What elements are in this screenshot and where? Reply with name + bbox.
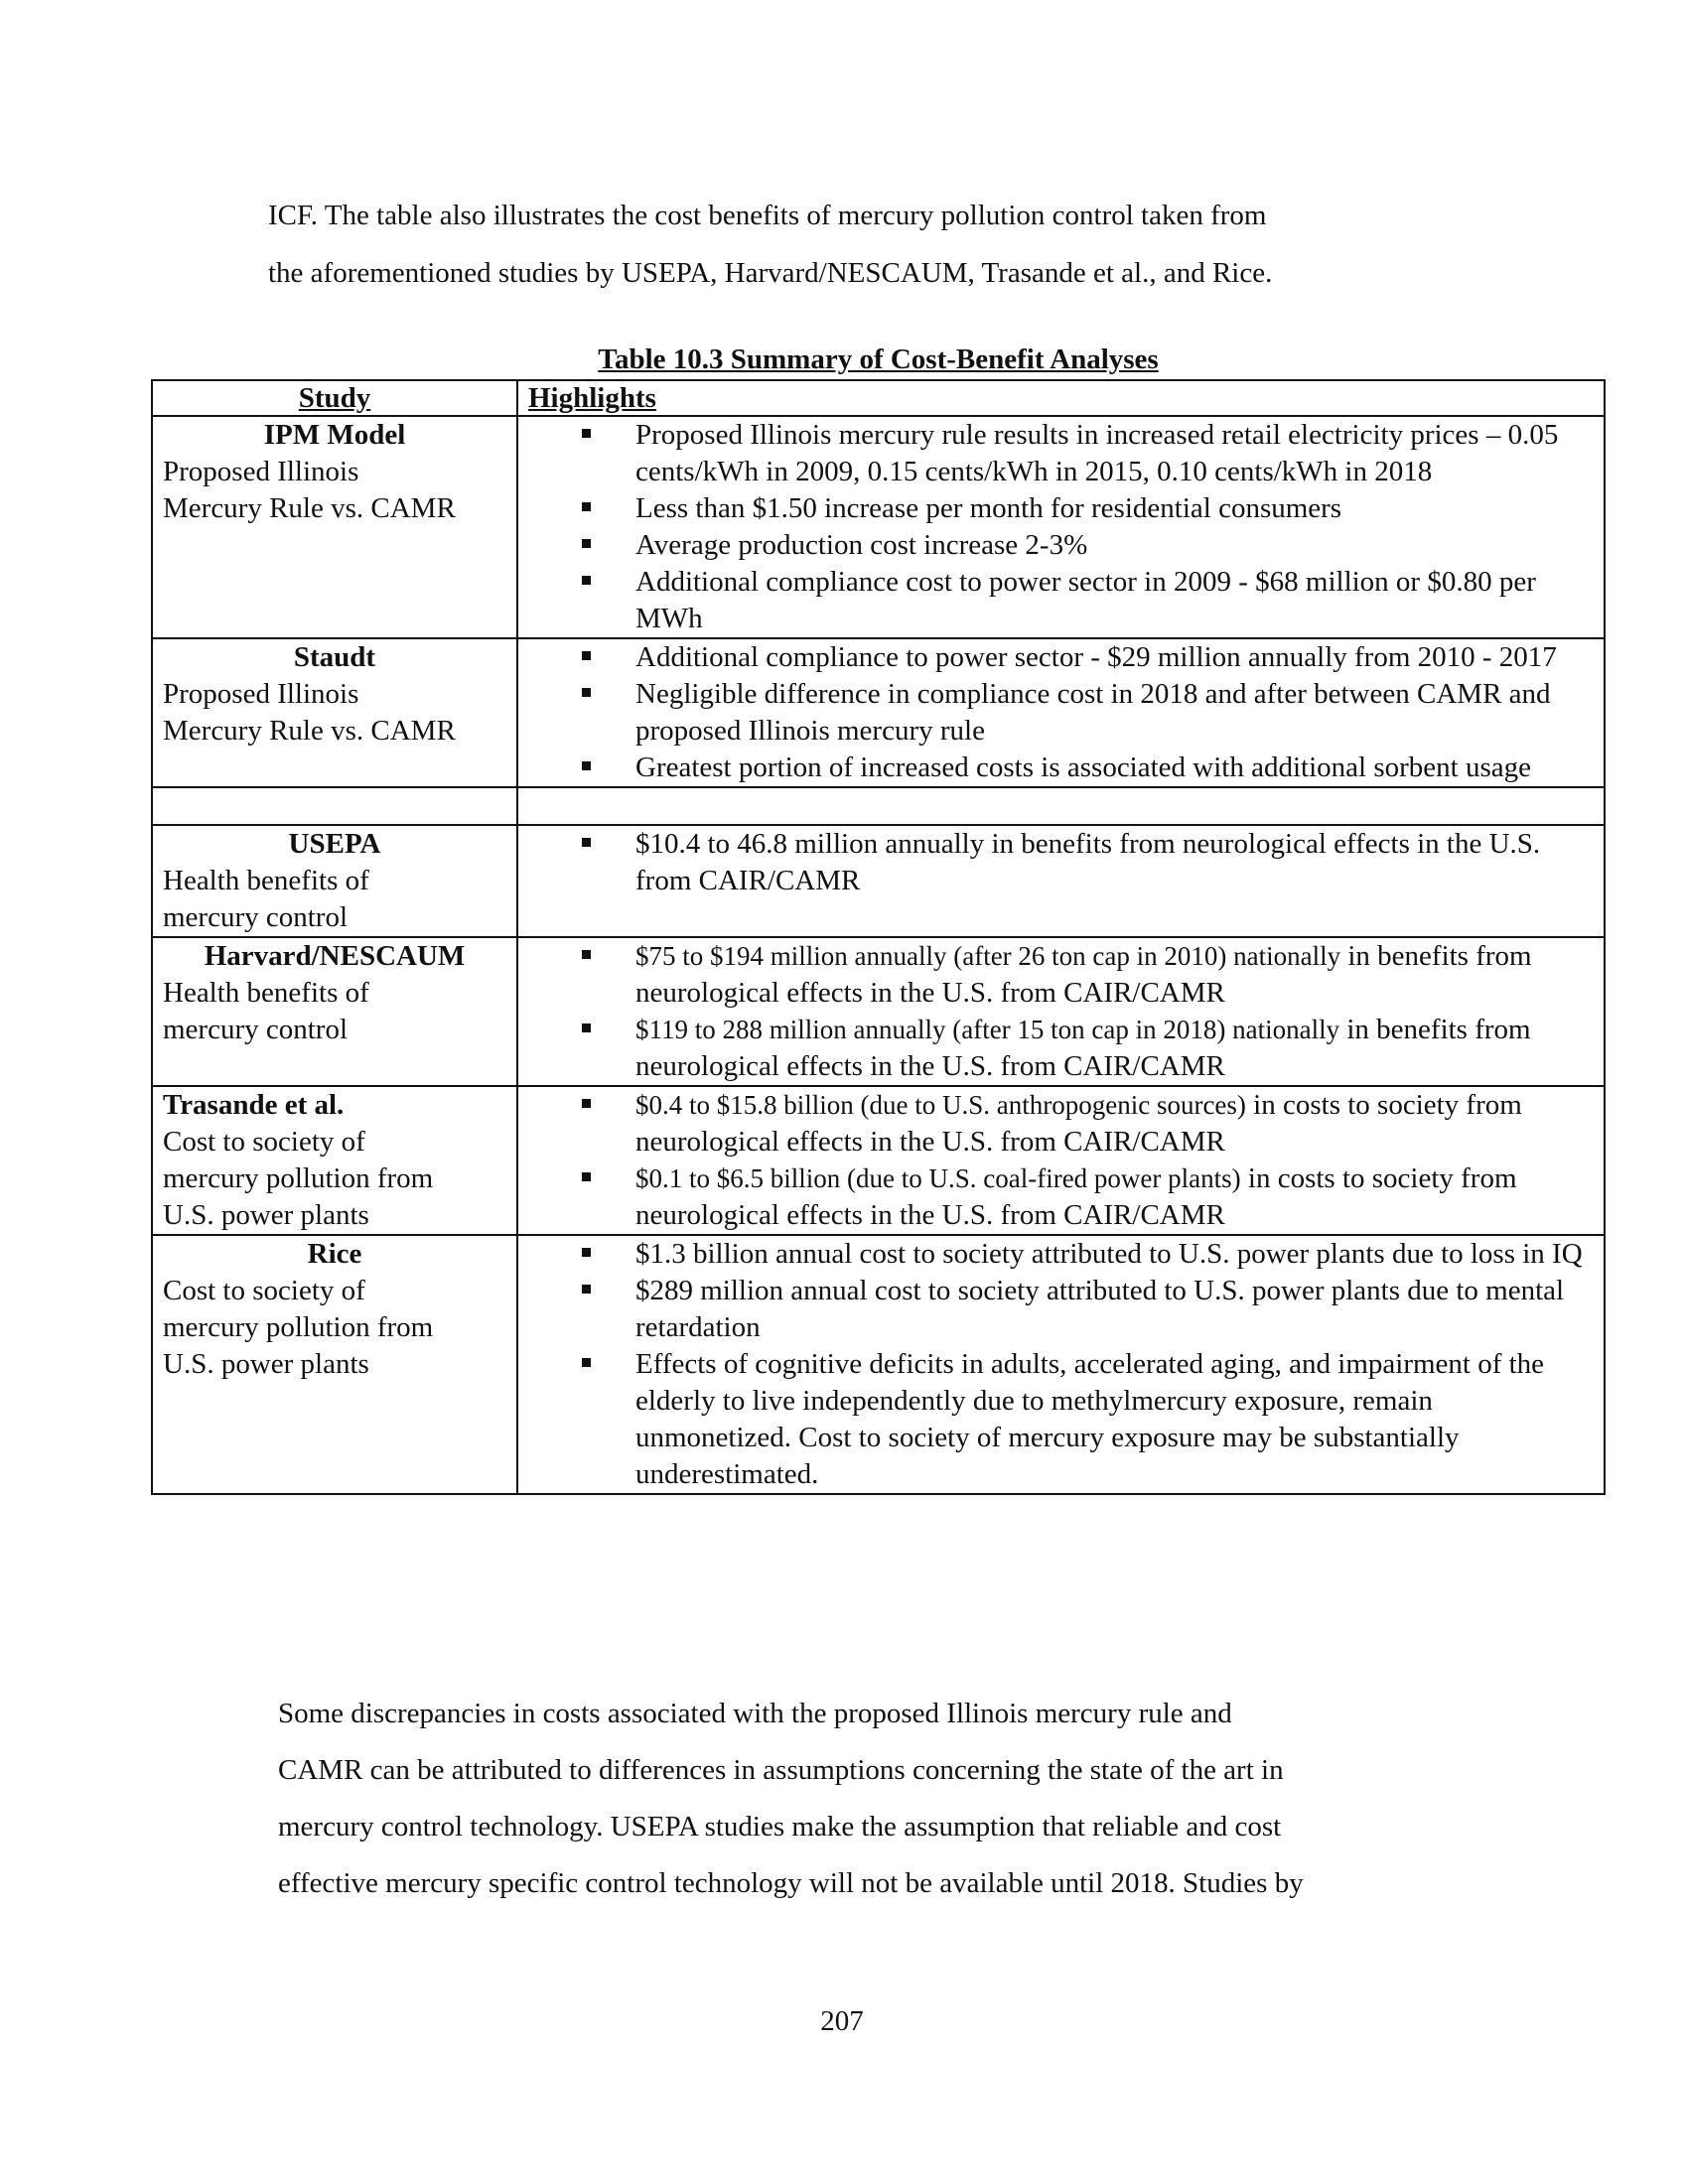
list-item — [528, 826, 1594, 899]
square-bullet-icon — [582, 1358, 591, 1367]
square-bullet-icon — [582, 539, 591, 548]
study-description: mercury control — [163, 901, 349, 933]
highlights-list — [528, 639, 1594, 786]
highlight-text: Less than $1.50 increase per month for residential consumers — [635, 492, 1342, 524]
study-name: Staudt — [293, 641, 376, 673]
square-bullet-icon — [582, 950, 591, 959]
list-item — [528, 938, 1594, 1012]
outro-line: Some discrepancies in costs associated with the proposed Illinois mercury rule and — [278, 1698, 1232, 1729]
study-description: mercury pollution from — [163, 1311, 434, 1343]
intro-line: ICF. The table also illustrates the cost benefits of mercury pollution control taken from — [268, 200, 1267, 231]
highlight-text: $0.4 to $15.8 billion (due to U.S. anthropogenic sources) — [635, 1090, 1246, 1120]
square-bullet-icon — [582, 1099, 591, 1108]
highlight-text: Average production cost increase 2-3% — [635, 529, 1088, 561]
study-description: U.S. power plants — [163, 1199, 369, 1231]
highlights-cell — [517, 1235, 1605, 1494]
spacer-row — [152, 787, 1605, 825]
highlight-text: Additional compliance to power sector - $29 million annually from 2010 - 2017 — [635, 641, 1557, 673]
intro-paragraph — [268, 187, 1440, 302]
list-item — [528, 1236, 1594, 1273]
study-name: Harvard/NESCAUM — [204, 940, 466, 972]
square-bullet-icon — [582, 761, 591, 770]
highlight-text: Additional compliance cost to power sector in 2009 - $68 million or $0.80 per MWh — [635, 566, 1536, 634]
list-item — [528, 1346, 1594, 1493]
list-item — [528, 1087, 1594, 1160]
list-item — [528, 639, 1594, 676]
table-row — [152, 825, 1605, 937]
study-name: IPM Model — [263, 419, 406, 451]
square-bullet-icon — [582, 651, 591, 660]
highlight-text: $10.4 to 46.8 million annually in benefits from neurological effects in the U.S. from CAIR/CAMR — [635, 828, 1541, 896]
header-study: Study — [152, 380, 517, 416]
square-bullet-icon — [582, 502, 591, 511]
table-row — [152, 416, 1605, 638]
square-bullet-icon — [582, 1172, 591, 1181]
highlight-text: in benefits from neurological effects in the U.S. from CAIR/CAMR — [635, 940, 1532, 1009]
table-row — [152, 937, 1605, 1086]
study-cell — [152, 416, 517, 638]
list-item — [528, 564, 1594, 637]
study-description: Proposed Illinois — [163, 456, 359, 487]
study-cell — [152, 638, 517, 787]
highlights-cell — [517, 416, 1605, 638]
study-description: U.S. power plants — [163, 1348, 369, 1380]
list-item — [528, 417, 1594, 490]
highlights-cell — [517, 1086, 1605, 1235]
study-description: Mercury Rule vs. CAMR — [163, 715, 456, 747]
study-name: Trasande et al. — [163, 1089, 345, 1121]
highlight-text: $0.1 to $6.5 billion (due to U.S. coal-fired power plants) — [635, 1163, 1241, 1193]
list-item — [528, 1160, 1594, 1234]
highlight-text: in costs to society from neurological effects in the U.S. from CAIR/CAMR — [635, 1162, 1517, 1231]
highlight-text: Negligible difference in compliance cost in 2018 and after between CAMR and proposed Illinois mercury rule — [635, 678, 1551, 747]
square-bullet-icon — [582, 1248, 591, 1257]
highlight-text: $119 to 288 million annually (after 15 ton cap in 2018) nationally — [635, 1015, 1340, 1044]
square-bullet-icon — [582, 688, 591, 697]
list-item — [528, 750, 1594, 786]
page-number: 207 — [820, 2005, 864, 2037]
study-description: Cost to society of — [163, 1126, 365, 1158]
highlights-cell — [517, 825, 1605, 937]
list-item — [528, 1012, 1594, 1085]
study-description: Proposed Illinois — [163, 678, 359, 710]
highlights-list — [528, 826, 1594, 899]
table-row — [152, 1086, 1605, 1235]
study-description: Cost to society of — [163, 1275, 365, 1306]
spacer-cell — [517, 787, 1605, 825]
table-header-row — [152, 380, 1605, 416]
highlights-list — [528, 1236, 1594, 1493]
highlight-text: Greatest portion of increased costs is associated with additional sorbent usage — [635, 751, 1531, 783]
study-description: mercury pollution from — [163, 1162, 434, 1194]
highlight-text: in costs to society from neurological effects in the U.S. from CAIR/CAMR — [635, 1089, 1522, 1158]
table-row — [152, 638, 1605, 787]
study-cell — [152, 825, 517, 937]
study-cell — [152, 1235, 517, 1494]
highlight-text: Proposed Illinois mercury rule results in increased retail electricity prices – 0.05 cents/kWh in 2009, 0.15 cents/kWh in 2015, 0.10 cents/kWh in 2018 — [635, 419, 1559, 487]
highlights-list — [528, 938, 1594, 1085]
highlights-list — [528, 417, 1594, 637]
study-name: USEPA — [288, 828, 381, 860]
table-row — [152, 1235, 1605, 1494]
highlight-text: $1.3 billion annual cost to society attributed to U.S. power plants due to loss in IQ — [635, 1238, 1583, 1270]
highlight-text: $289 million annual cost to society attributed to U.S. power plants due to mental retardation — [635, 1275, 1565, 1343]
highlights-cell — [517, 937, 1605, 1086]
study-name: Rice — [307, 1238, 362, 1270]
cost-benefit-table — [151, 379, 1606, 1495]
list-item — [528, 676, 1594, 750]
highlight-text: in benefits from neurological effects in the U.S. from CAIR/CAMR — [635, 1014, 1531, 1082]
study-description: mercury control — [163, 1014, 349, 1045]
square-bullet-icon — [582, 576, 591, 585]
outro-line: effective mercury specific control technology will not be available until 2018. Studies by — [278, 1867, 1304, 1899]
highlights-list — [528, 1087, 1594, 1234]
table-caption: Table 10.3 Summary of Cost-Benefit Analyses — [598, 343, 1159, 375]
intro-line: the aforementioned studies by USEPA, Harvard/NESCAUM, Trasande et al., and Rice. — [268, 257, 1273, 289]
highlight-text: $75 to $194 million annually (after 26 ton cap in 2010) nationally — [635, 941, 1341, 971]
study-description: Mercury Rule vs. CAMR — [163, 492, 456, 524]
list-item — [528, 1273, 1594, 1346]
header-highlights: Highlights — [517, 380, 1605, 416]
list-item — [528, 490, 1594, 527]
closing-paragraph — [278, 1686, 1450, 1912]
square-bullet-icon — [582, 838, 591, 847]
list-item — [528, 527, 1594, 564]
square-bullet-icon — [582, 429, 591, 438]
study-description: Health benefits of — [163, 977, 369, 1009]
study-cell — [152, 1086, 517, 1235]
outro-line: CAMR can be attributed to differences in assumptions concerning the state of the art in — [278, 1754, 1284, 1786]
study-description: Health benefits of — [163, 865, 369, 896]
spacer-cell — [152, 787, 517, 825]
outro-line: mercury control technology. USEPA studies make the assumption that reliable and cost — [278, 1811, 1282, 1843]
square-bullet-icon — [582, 1285, 591, 1294]
study-cell — [152, 937, 517, 1086]
highlight-text: Effects of cognitive deficits in adults, accelerated aging, and impairment of the elderly to live independently due to methylmercury exposure, remain unmonetized. Cost to society of mercury exposure may be substantially underestimated. — [635, 1348, 1545, 1490]
square-bullet-icon — [582, 1024, 591, 1032]
highlights-cell — [517, 638, 1605, 787]
